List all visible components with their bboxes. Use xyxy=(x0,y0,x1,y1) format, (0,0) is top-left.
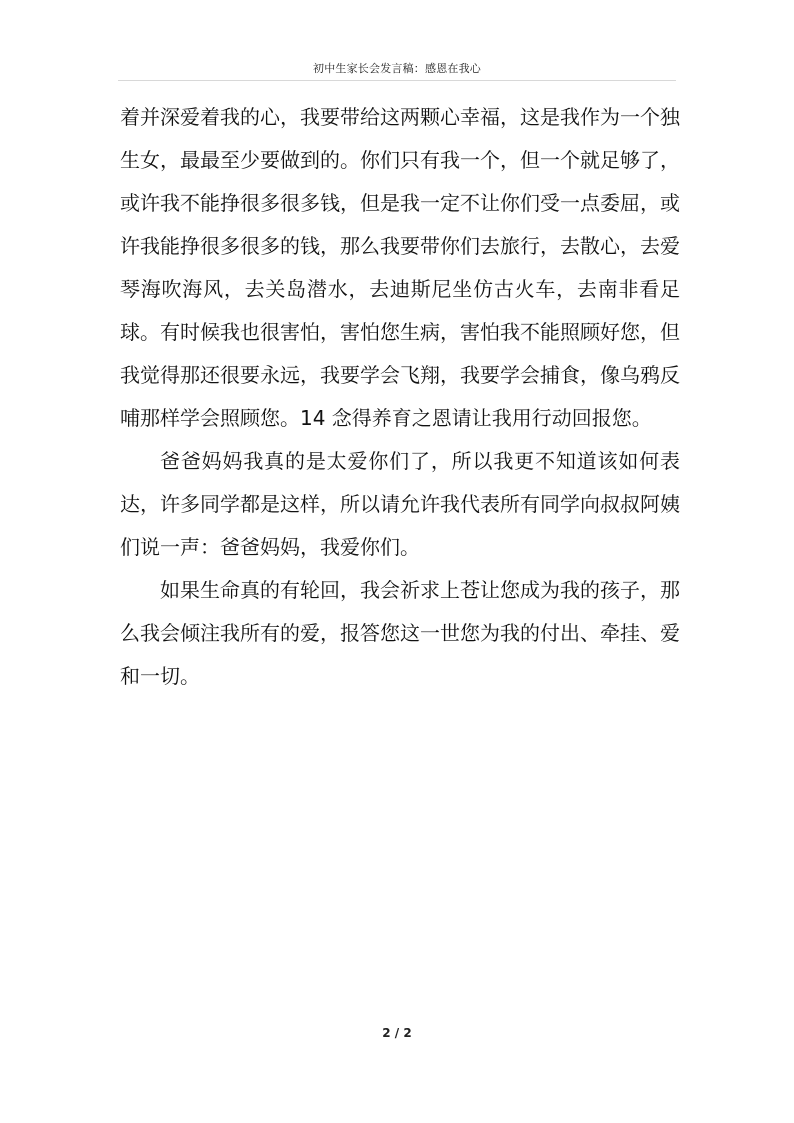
document-body xyxy=(120,96,680,698)
paragraph-continued: 着并深爱着我的心，我要带给这两颗心幸福，这是我作为一个独生女，最最至少要做到的。你们只有我一个，但一个就足够了，或许我不能挣很多很多钱，但是我一定不让你们受一点委屈，或许我能挣很多很多的钱，那么我要带你们去旅行，去散心，去爱琴海吹海风，去关岛潜水，去迪斯尼坐仿古火车，去南非看足球。有时候我也很害怕，害怕您生病，害怕我不能照顾好您，但我觉得那还很要永远，我要学会飞翔，我要学会捕食，像乌鸦反哺那样学会照顾您。14 念得养育之恩请让我用行动回报您。 xyxy=(120,105,680,430)
paragraph-love-parents: 爸爸妈妈我真的是太爱你们了，所以我更不知道该如何表达，许多同学都是这样，所以请允许我代表所有同学向叔叔阿姨们说一声：爸爸妈妈，我爱你们。 xyxy=(120,449,680,559)
header-divider xyxy=(118,80,676,81)
paragraph-reincarnation: 如果生命真的有轮回，我会祈求上苍让您成为我的孩子，那么我会倾注我所有的爱，报答您这一世您为我的付出、牵挂、爱和一切。 xyxy=(120,578,680,688)
page-header: 初中生家长会发言稿：感恩在我心 xyxy=(313,62,481,75)
page-number: 2 / 2 xyxy=(382,1026,412,1040)
